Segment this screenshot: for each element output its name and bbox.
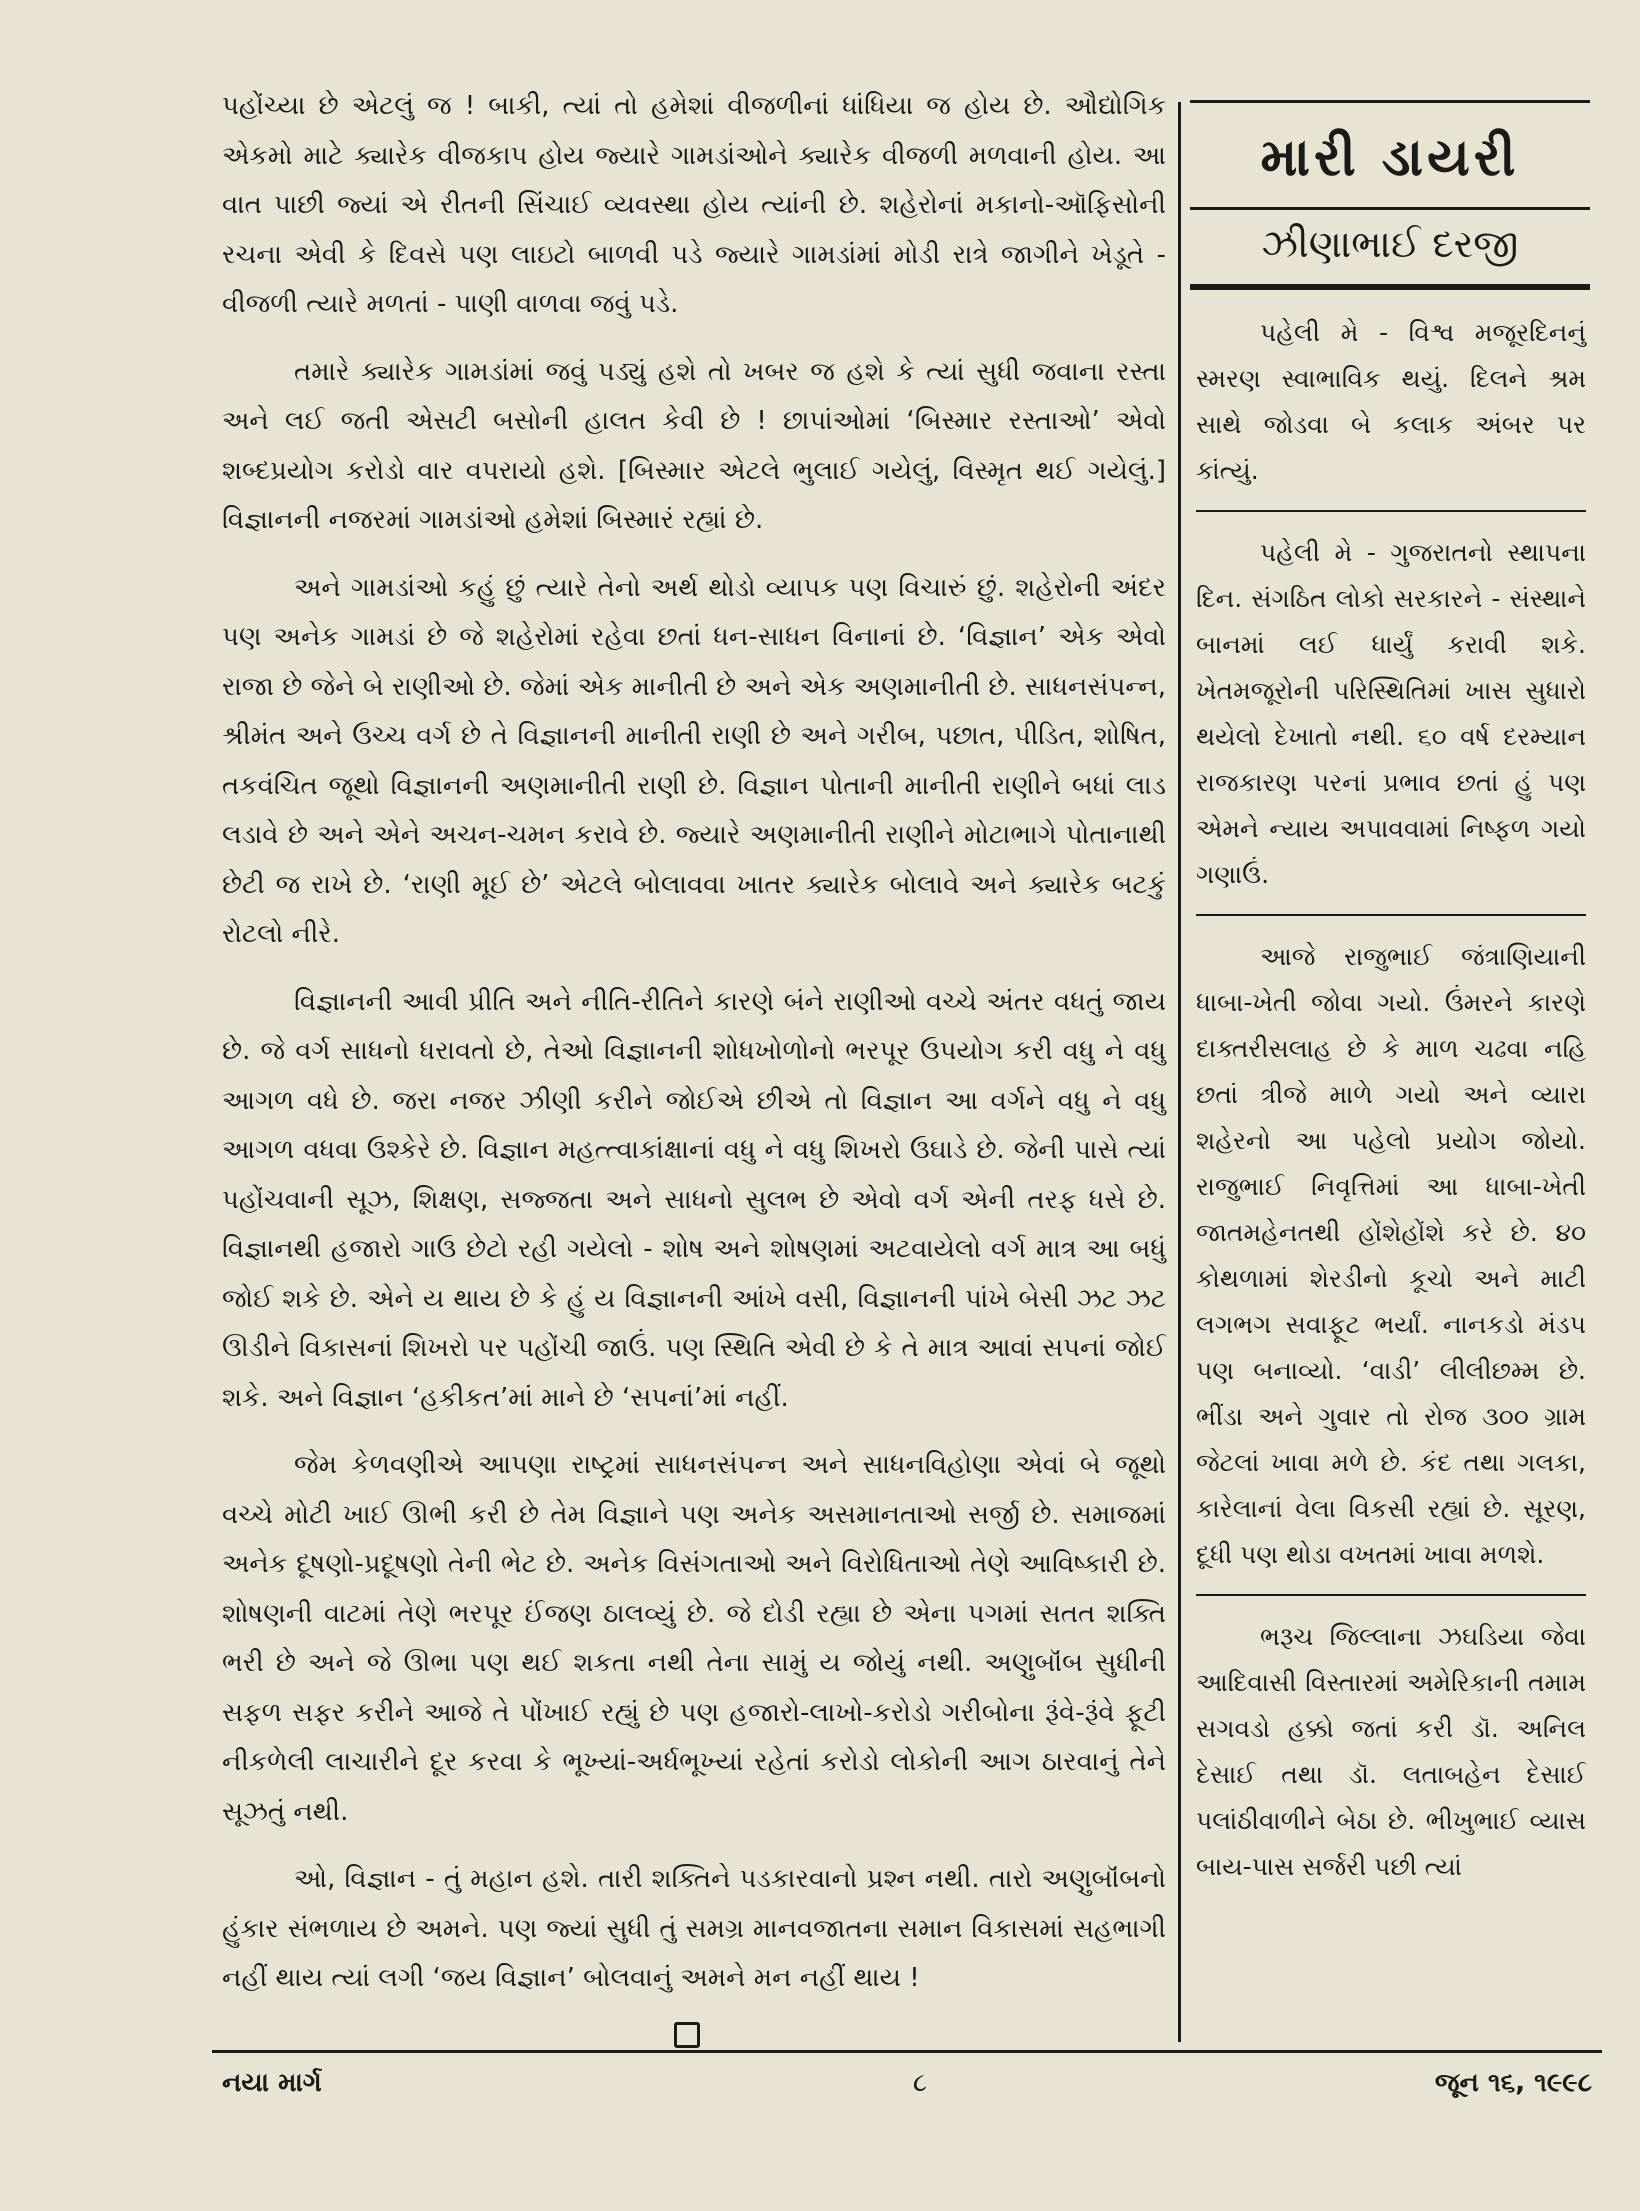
sidebar-title-rule [1190, 207, 1590, 210]
issue-date: જૂન ૧૬, ૧૯૯૮ [1434, 2068, 1592, 2098]
diary-entry: પહેલી મે - વિશ્વ મજૂરદિનનું સ્મરણ સ્વાભાવિક થયું. દિલને શ્રમ સાથે જોડવા બે કલાક અંબર પર કાંત્યું. [1196, 318, 1586, 485]
article-end-square-icon [674, 2022, 700, 2048]
diary-entry: ભરૂચ જિલ્લાના ઝઘડિયા જેવા આદિવાસી વિસ્તારમાં અમેરિકાની તમામ સગવડો હક્કો જતાં કરી ડૉ. અનિલ દેસાઈ તથા ડૉ. લતાબહેન દેસાઈ પલાંઠીવાળીને બેઠા છે. ભીખુભાઈ વ્યાસ બાય-પાસ સર્જરી પછી ત્યાં [1196, 1622, 1586, 1881]
diary-entries [1190, 310, 1590, 1890]
diary-entry: પહેલી મે - ગુજરાતનો સ્થાપના દિન. સંગઠિત લોકો સરકારને - સંસ્થાને બાનમાં લઈ ધાર્યું કરાવી શકે. ખેતમજૂરોની પરિસ્થિતિમાં ખાસ સુધારો થયેલો દેખાતો નથી. ૬૦ વર્ષ દરમ્યાન રાજકારણ પરનાં પ્રભાવ છતાં હું પણ એમને ન્યાય અપાવવામાં નિષ્ફળ ગયો ગણાઉં. [1196, 538, 1586, 889]
article-column [222, 82, 1166, 2048]
footer-rule [212, 2050, 1602, 2053]
entry-divider [1196, 914, 1586, 916]
page-footer [222, 2068, 1592, 2118]
sidebar-title: મારી ડાયરી [1260, 128, 1520, 188]
sidebar-top-rule [1190, 100, 1590, 103]
entry-divider [1196, 1594, 1586, 1596]
diary-sidebar [1190, 100, 1590, 1890]
column-divider [1178, 102, 1181, 2042]
article-paragraph: અને ગામડાંઓ કહું છું ત્યારે તેનો અર્થ થોડો વ્યાપક પણ વિચારું છું. શહેરોની અંદર પણ અનેક ગામડાં છે જે શહેરોમાં રહેવા છતાં ધન-સાધન વિનાનાં છે. ‘વિજ્ઞાન’ એક એવો રાજા છે જેને બે રાણીઓ છે. જેમાં એક માનીતી છે અને એક અણમાનીતી છે. સાધનસંપન્ન, શ્રીમંત અને ઉચ્ચ વર્ગ છે તે વિજ્ઞાનની માનીતી રાણી છે અને ગરીબ, પછાત, પીડિત, શોષિત, તકવંચિત જૂથો વિજ્ઞાનની અણમાનીતી રાણી છે. વિજ્ઞાન પોતાની માનીતી રાણીને બધાં લાડ લડાવે છે અને એને અચન-ચમન કરાવે છે. જ્યારે અણમાનીતી રાણીને મોટાભાગે પોતાનાથી છેટી જ રાખે છે. ‘રાણી મૂઈ છે’ એટલે બોલાવવા ખાતર ક્યારેક બોલાવે અને ક્યારેક બટકું રોટલો નીરે. [222, 572, 1166, 949]
page-number: ૮ [912, 2068, 928, 2098]
sidebar-author: ઝીણાભાઈ દરજી [1261, 222, 1519, 266]
article-paragraph: ઓ, વિજ્ઞાન - તું મહાન હશે. તારી શક્તિને પડકારવાનો પ્રશ્ન નથી. તારો અણુબૉંબનો હુંકાર સંભળાય છે અમને. પણ જ્યાં સુધી તું સમગ્ર માનવજાતના સમાન વિકાસમાં સહભાગી નહીં થાય ત્યાં લગી ‘જય વિજ્ઞાન’ બોલવાનું અમને મન નહીં થાય ! [222, 1864, 1166, 1993]
sidebar-author-rule [1190, 284, 1590, 290]
article-paragraph: તમારે ક્યારેક ગામડાંમાં જવું પડ્યું હશે તો ખબર જ હશે કે ત્યાં સુધી જવાના રસ્તા અને લઈ જતી એસટી બસોની હાલત કેવી છે ! છાપાંઓમાં ‘બિસ્માર રસ્તાઓ’ એવો શબ્દપ્રયોગ કરોડો વાર વપરાયો હશે. [બિસ્માર એટલે ભુલાઈ ગયેલું, વિસ્મૃત થઈ ગયેલું.] વિજ્ઞાનની નજરમાં ગામડાંઓ હમેશાં બિસ્મારં રહ્યાં છે. [222, 356, 1166, 535]
article-paragraph: વિજ્ઞાનની આવી પ્રીતિ અને નીતિ-રીતિને કારણે બંને રાણીઓ વચ્ચે અંતર વધતું જાય છે. જે વર્ગ સાધનો ધરાવતો છે, તેઓ વિજ્ઞાનની શોધખોળોનો ભરપૂર ઉપયોગ કરી વધુ ને વધુ આગળ વધે છે. જરા નજર ઝીણી કરીને જોઈએ છીએ તો વિજ્ઞાન આ વર્ગને વધુ ને વધુ આગળ વધવા ઉશ્કેરે છે. વિજ્ઞાન મહત્ત્વાકાંક્ષાનાં વધુ ને વધુ શિખરો ઉઘાડે છે. જેની પાસે ત્યાં પહોંચવાની સૂઝ, શિક્ષણ, સજ્જતા અને સાધનો સુલભ છે એવો વર્ગ એની તરફ ધસે છે. વિજ્ઞાનથી હજારો ગાઉ છેટો રહી ગયેલો - શોષ અને શોષણમાં અટવાયેલો વર્ગ માત્ર આ બધું જોઈ શકે છે. એને ય થાય છે કે હું ય વિજ્ઞાનની આંખે વસી, વિજ્ઞાનની પાંખે બેસી ઝટ ઝટ ઊડીને વિકાસનાં શિખરો પર પહોંચી જાઉં. પણ સ્થિતિ એવી છે કે તે માત્ર આવાં સપનાં જોઈ શકે. અને વિજ્ઞાન ‘હકીકત’માં માને છે ‘સપનાં’માં નહીં. [222, 986, 1166, 1413]
article-paragraph: પહોંચ્યા છે એટલું જ ! બાકી, ત્યાં તો હમેશાં વીજળીનાં ધાંધિયા જ હોય છે. ઔદ્યોગિક એકમો માટે ક્યારેક વીજકાપ હોય જ્યારે ગામડાંઓને ક્યારેક વીજળી મળવાની હોય. આ વાત પાછી જ્યાં એ રીતની સિંચાઈ વ્યવસ્થા હોય ત્યાંની છે. શહેરોનાં મકાનો-ઑફિસોની રચના એવી કે દિવસે પણ લાઇટો બાળવી પડે જ્યારે ગામડાંમાં મોડી રાત્રે જાગીને ખેડૂતે - વીજળી ત્યારે મળતાં - પાણી વાળવા જવું પડે. [222, 91, 1166, 319]
diary-entry: આજે રાજુભાઈ જંત્રાણિયાની ધાબા-ખેતી જોવા ગયો. ઉંમરને કારણે દાક્તરીસલાહ છે કે માળ ચઢવા નહિ છતાં ત્રીજે માળે ગયો અને વ્યારા શહેરનો આ પહેલો પ્રયોગ જોયો. રાજુભાઈ નિવૃત્તિમાં આ ધાબા-ખેતી જાતમહેનતથી હોંશેહોંશે કરે છે. ૪૦ કોથળામાં શેરડીનો કૂચો અને માટી લગભગ સવાફૂટ ભર્યાં. નાનકડો મંડપ પણ બનાવ્યો. ‘વાડી’ લીલીછમ્મ છે. ભીંડા અને ગુવાર તો રોજ ૩૦૦ ગ્રામ જેટલાં ખાવા મળે છે. કંદ તથા ગલકા, કારેલાનાં વેલા વિકસી રહ્યાં છે. સૂરણ, દૂધી પણ થોડા વખતમાં ખાવા મળશે. [1196, 942, 1586, 1569]
entry-divider [1196, 510, 1586, 512]
article-paragraph: જેમ કેળવણીએ આપણા રાષ્ટ્રમાં સાધનસંપન્ન અને સાધનવિહોણા એવાં બે જૂથો વચ્ચે મોટી ખાઈ ઊભી કરી છે તેમ વિજ્ઞાને પણ અનેક અસમાનતાઓ સર્જી છે. સમાજમાં અનેક દૂષણો-પ્રદૂષણો તેની ભેટ છે. અનેક વિસંગતાઓ અને વિરોધિતાઓ તેણે આવિષ્કારી છે. શોષણની વાટમાં તેણે ભરપૂર ઈંજણ ઠાલવ્યું છે. જે દોડી રહ્યા છે એના પગમાં સતત શક્તિ ભરી છે અને જે ઊભા પણ થઈ શકતા નથી તેના સામું ય જોયું નથી. અણુબૉંબ સુધીની સફળ સફર કરીને આજે તે પોંખાઈ રહ્યું છે પણ હજારો-લાખો-કરોડો ગરીબોના રૂંવે-રૂંવે ફૂટી નીકળેલી લાચારીને દૂર કરવા કે ભૂખ્યાં-અર્ધભૂખ્યાં રહેતાં કરોડો લોકોની આગ ઠારવાનું તેને સૂઝતું નથી. [222, 1450, 1166, 1827]
publication-name: નયા માર્ગ [222, 2068, 322, 2098]
